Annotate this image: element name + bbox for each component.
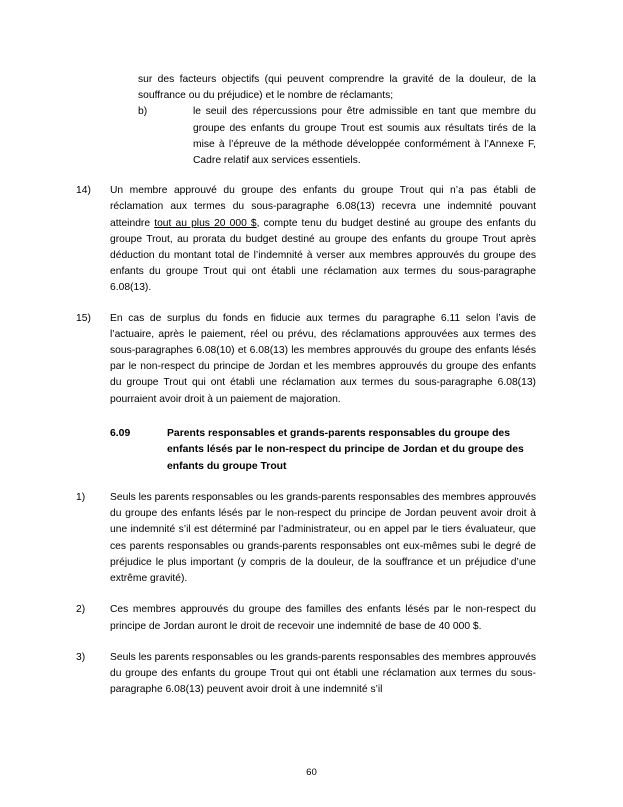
page-number: 60	[306, 767, 317, 778]
section-item-2-text: Ces membres approuvés du groupe des familles des enfants lésés par le non-respect du principe de Jordan auront le droit de recevoir une indemnité de base de 40 000 $.	[110, 604, 536, 632]
numbered-item-14-text	[110, 183, 536, 296]
numbered-item-14	[70, 183, 536, 296]
section-item-3-text: Seuls les parents responsables ou les grands-parents responsables des membres approuvés du groupe des enfants du groupe Trout qui ont établi une réclamation aux termes du sous-paragraphe 6.08(13) peuvent avoir droit à une indemnité s’il	[110, 651, 536, 696]
numbered-item-14-text-part1: Un membre approuvé du groupe des enfants du groupe Trout qui n’a pas établi de réclamation aux termes du sous-paragraphe 6.08(13) recevra une indemnité pouvant atteindre	[110, 185, 536, 229]
section-item-1-text: Seuls les parents responsables ou les grands-parents responsables des membres approuvés du groupe des enfants lésés par le non-respect du principe de Jordan peuvent avoir droit à une indemnité s’il est déterminé par l’administrateur, ou en appel par le tiers évaluateur, que ces parents responsables ou grands-parents responsables ont eux-mêmes subi le degré de préjudice le plus important (y compris de la douleur, de la souffrance et un préjudice d’une extrême gravité).	[110, 492, 536, 585]
numbered-item-14-underlined-amount: tout au plus 20 000 $	[154, 217, 257, 229]
numbered-item-15	[70, 311, 536, 408]
section-heading-title: Parents responsables et grands-parents responsables du groupe des enfants lésés par le non-respect du principe de Jordan et du groupe des enfants du groupe Trout	[167, 427, 524, 472]
section-item-1-marker: 1)	[76, 492, 86, 504]
numbered-item-15-marker: 15)	[76, 312, 91, 324]
sub-item-marker: b)	[138, 106, 148, 118]
section-item-3	[70, 650, 536, 699]
sub-item-b	[138, 104, 536, 169]
continuation-paragraph: sur des facteurs objectifs (qui peuvent comprendre la gravité de la douleur, de la souffrance ou du préjudice) et le nombre de réclamants;	[138, 74, 536, 102]
section-heading-609	[70, 426, 536, 475]
sub-item-text: le seuil des répercussions pour être admissible en tant que membre du groupe des enfants du groupe Trout est soumis aux résultats tirés de la mise à l’épreuve de la méthode développée conformément à l’Annexe F, Cadre relatif aux services essentiels.	[193, 106, 536, 167]
section-item-2-marker: 2)	[76, 604, 86, 616]
section-item-2	[70, 602, 536, 634]
section-heading-number: 6.09	[110, 427, 131, 439]
numbered-item-15-text: En cas de surplus du fonds en fiducie aux termes du paragraphe 6.11 selon l’avis de l’actuaire, après le paiement, réel ou prévu, des réclamations approuvées aux termes des sous-paragraphes 6.08(10) et 6.08(13) les membres approuvés du groupe des enfants lésés par le non-respect du principe de Jordan et les membres approuvés du groupe des enfants du groupe Trout qui ont établi une réclamation aux termes du sous-paragraphe 6.08(13) pourraient avoir droit à un paiement de majoration.	[110, 312, 536, 405]
section-item-1	[70, 490, 536, 587]
numbered-item-14-text-part2: , compte tenu du budget destiné au groupe des enfants du groupe Trout, au prorata du budget destiné au groupe des enfants du groupe Trout après déduction du montant total de l’indemnité à verser aux membres approuvés du groupe des enfants du groupe Trout qui ont établi une réclamation aux termes du sous-paragraphe 6.08(13).	[110, 217, 537, 294]
section-item-3-marker: 3)	[76, 651, 86, 663]
numbered-item-14-marker: 14)	[76, 185, 91, 197]
